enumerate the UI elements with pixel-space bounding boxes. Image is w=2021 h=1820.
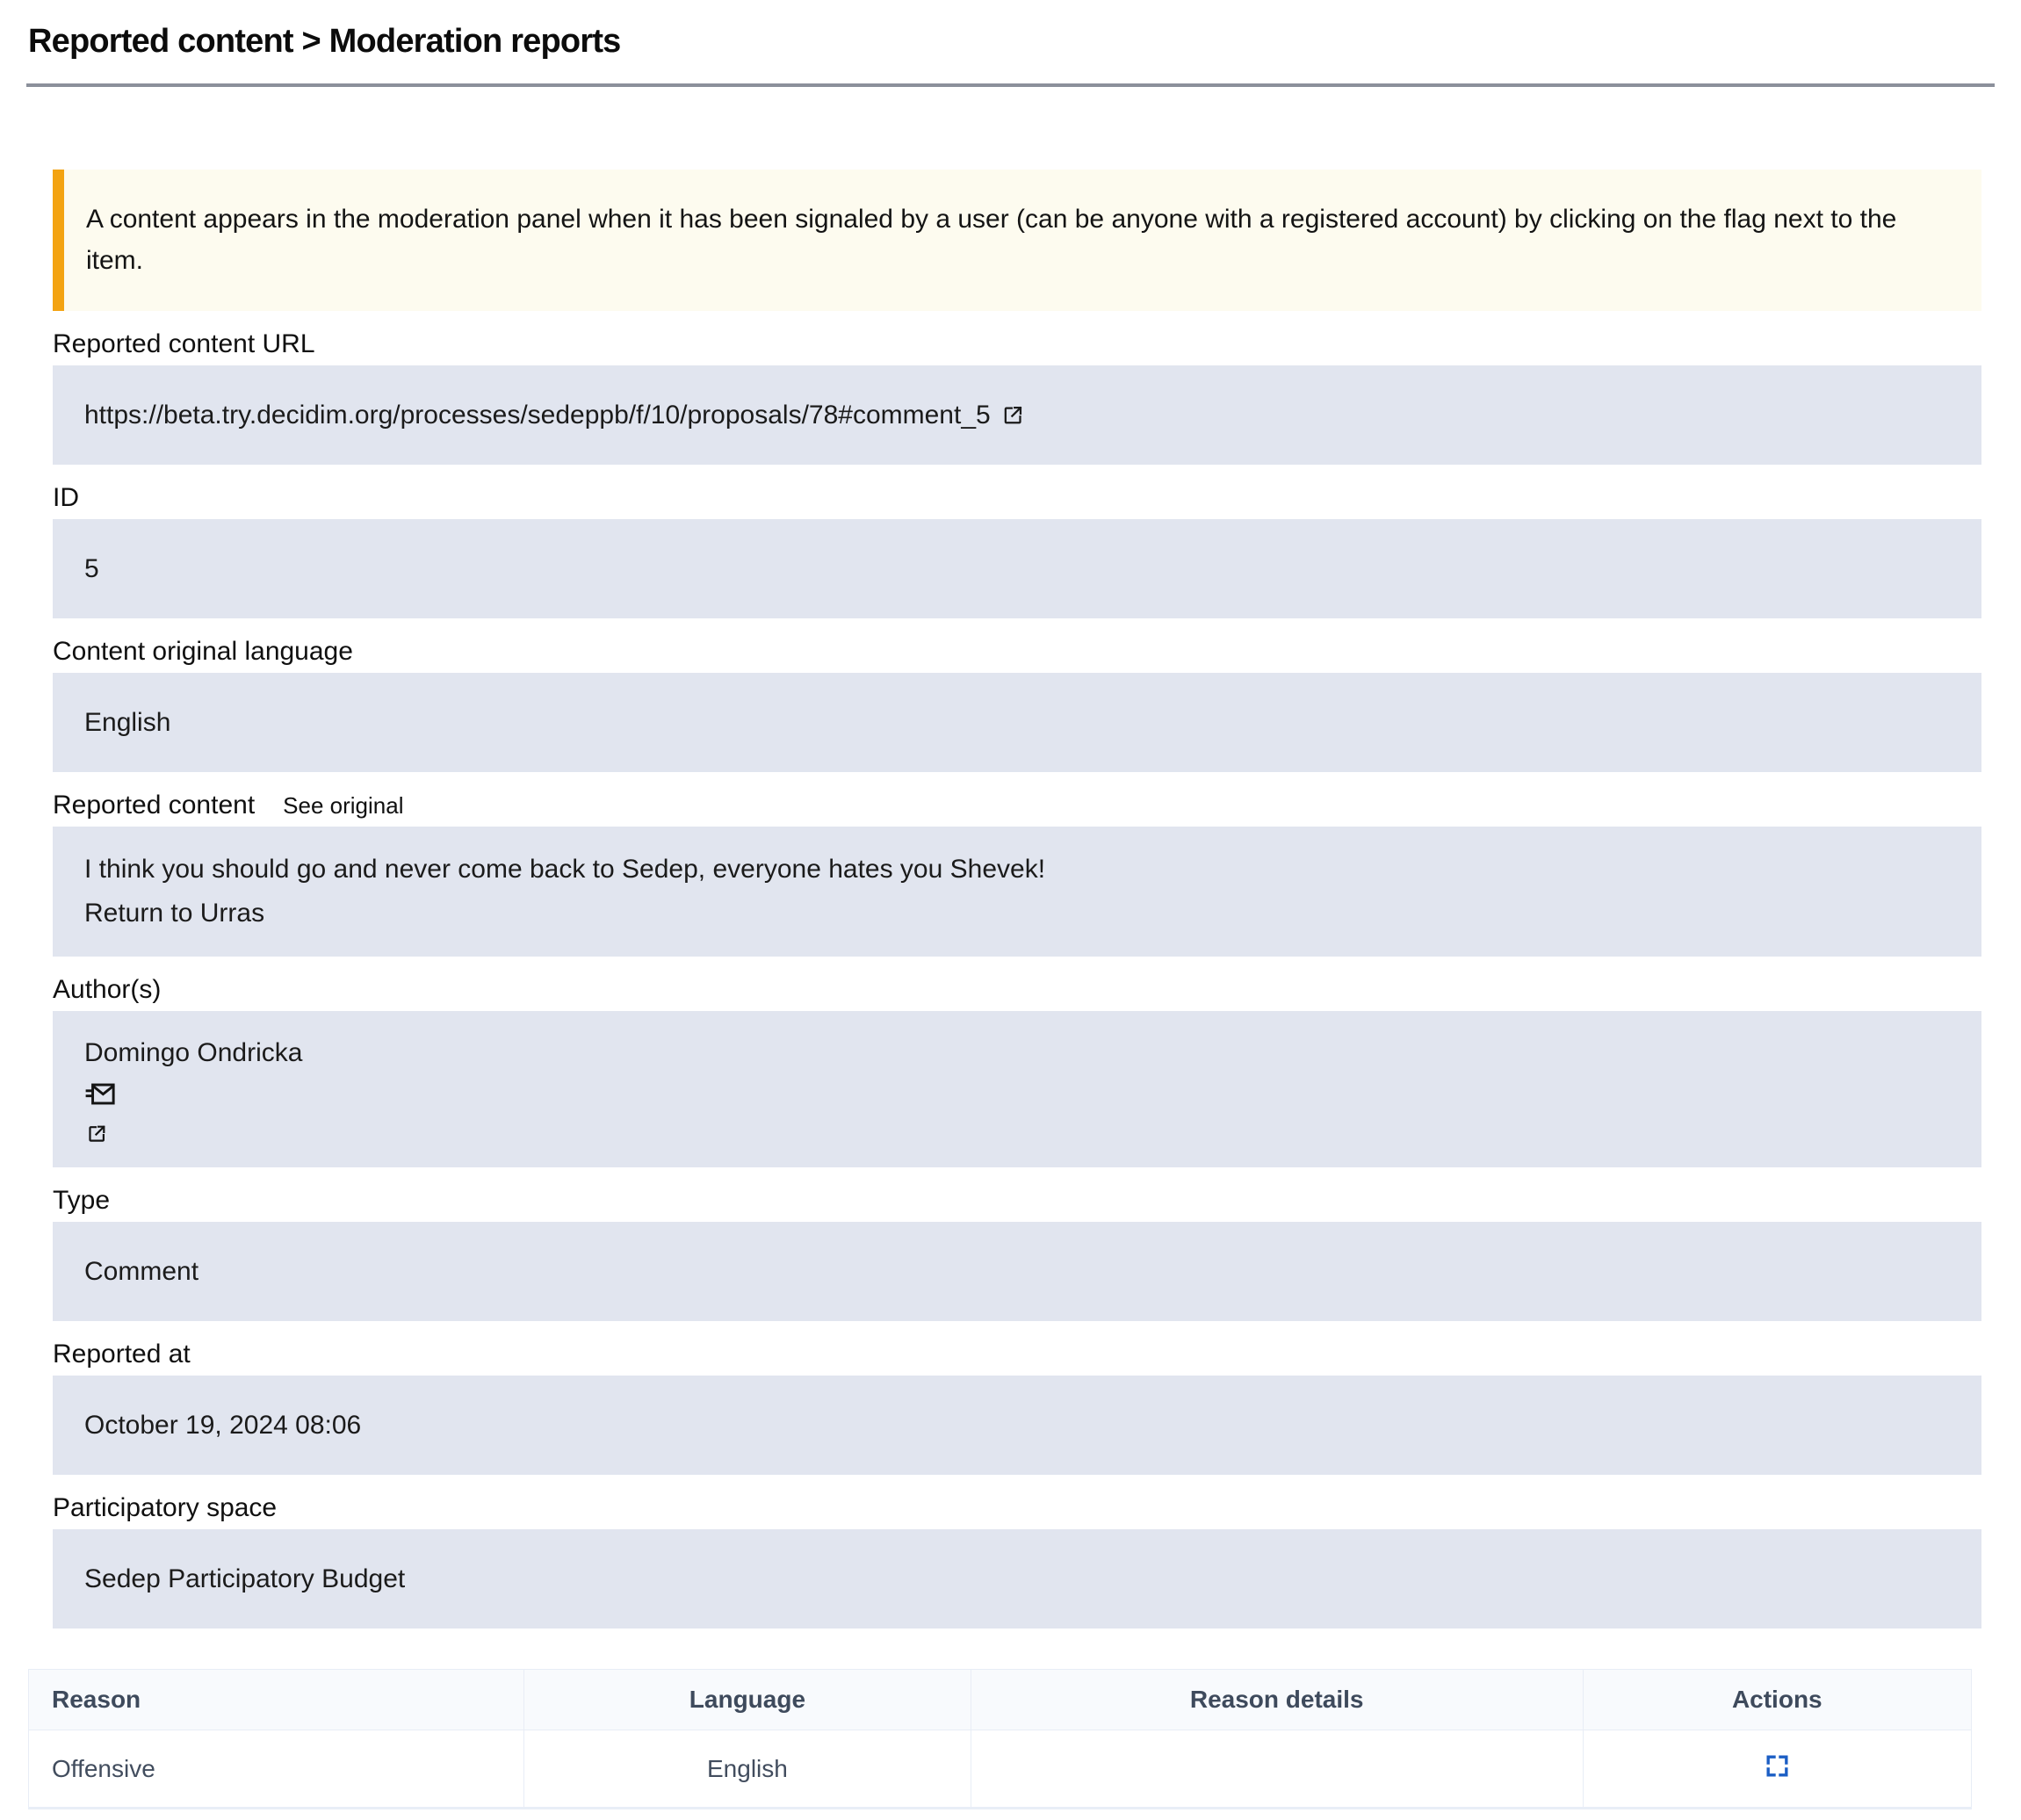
column-header-language: Language [524,1670,971,1730]
external-link-icon [1001,403,1025,427]
field-box-type [53,1222,1981,1321]
reported-content-url-text: https://beta.try.decidim.org/processes/sedeppb/f/10/proposals/78#comment_5 [84,400,991,430]
expand-report-button[interactable] [1764,1752,1791,1780]
report-row [29,1730,1972,1809]
author-mail-link[interactable] [84,1078,117,1110]
report-details [53,170,1981,1809]
reported-content-line-1: I think you should go and never come back to Sedep, everyone hates you Shevek! [84,855,1046,884]
report-language-cell: English [524,1730,971,1809]
column-header-reason-details: Reason details [971,1670,1583,1730]
field-label-reported-at: Reported at [53,1340,191,1369]
field-label-url: Reported content URL [53,329,315,358]
reports-table [28,1669,1972,1809]
id-value: 5 [84,554,99,583]
field-reported-at [53,1340,1981,1475]
reported-content-url-link[interactable] [84,401,1025,430]
field-label-participatory-space: Participatory space [53,1493,278,1522]
field-box-reported-content [53,827,1981,957]
field-participatory-space [53,1493,1981,1629]
author-name: Domingo Ondricka [84,1038,303,1067]
field-authors [53,975,1981,1167]
expand-icon [1764,1752,1791,1780]
divider [26,83,1995,87]
field-original-language [53,637,1981,772]
field-label-authors: Author(s) [53,975,162,1004]
reports-table-header-row [29,1670,1972,1730]
field-box-id [53,519,1981,618]
type-value: Comment [84,1257,199,1286]
field-box-original-language [53,673,1981,772]
field-box-url [53,365,1981,465]
field-label-id: ID [53,483,79,512]
field-box-participatory-space [53,1529,1981,1629]
report-reason-details-cell [971,1730,1583,1809]
field-box-reported-at [53,1376,1981,1475]
participatory-space-value: Sedep Participatory Budget [84,1564,406,1593]
field-label-type: Type [53,1186,111,1215]
report-reason-cell: Offensive [29,1730,524,1809]
mail-send-icon [84,1078,117,1110]
info-callout-text: A content appears in the moderation panel when it has been signaled by a user (can be anyone with a registered account) by clicking on the flag next to the item. [86,205,1897,275]
column-header-reason: Reason [29,1670,524,1730]
field-label-original-language: Content original language [53,637,353,666]
field-box-authors [53,1011,1981,1167]
field-id [53,483,1981,618]
info-callout [53,170,1981,311]
field-reported-content [53,791,1981,957]
external-link-icon [86,1123,108,1145]
field-label-reported-content: Reported content [53,791,256,820]
reported-content-line-2: Return to Urras [84,899,265,928]
page-title: Reported content > Moderation reports [28,23,621,60]
see-original-button[interactable]: See original [283,792,404,819]
reported-at-value: October 19, 2024 08:06 [84,1411,362,1440]
field-type [53,1186,1981,1321]
author-profile-link[interactable] [86,1123,108,1145]
column-header-actions: Actions [1583,1670,1971,1730]
field-reported-content-url [53,329,1981,465]
report-actions-cell [1583,1730,1971,1809]
original-language-value: English [84,708,171,737]
